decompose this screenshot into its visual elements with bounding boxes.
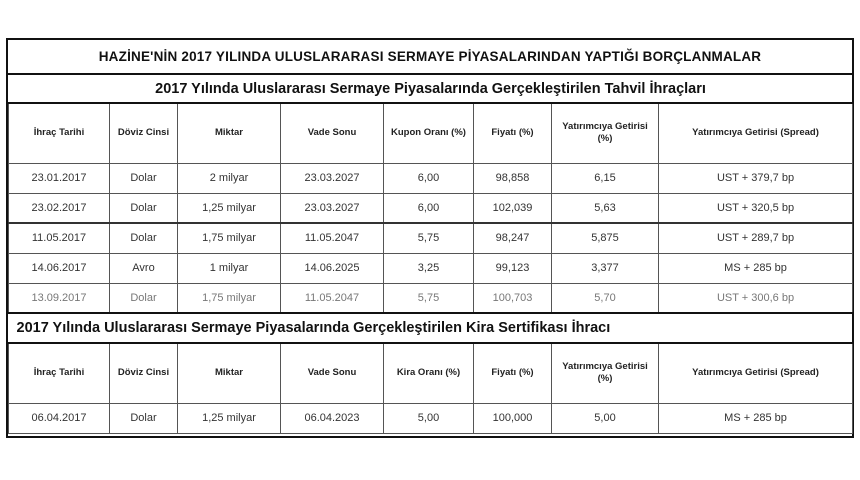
cell: 11.05.2047 (281, 283, 384, 313)
header-currency: Döviz Cinsi (110, 103, 178, 163)
cell: 5,63 (552, 193, 659, 223)
cell: 1 milyar (178, 253, 281, 283)
cell: 23.01.2017 (9, 163, 110, 193)
header-coupon-rate: Kupon Oranı (%) (384, 103, 474, 163)
cell: 100,703 (474, 283, 552, 313)
header-lease-rate: Kira Oranı (%) (384, 343, 474, 403)
cell: 100,000 (474, 403, 552, 433)
header-price: Fiyatı (%) (474, 343, 552, 403)
cell: 06.04.2017 (9, 403, 110, 433)
cell: 13.09.2017 (9, 283, 110, 313)
cell: Dolar (110, 193, 178, 223)
cell: 6,00 (384, 193, 474, 223)
lease-section-title: 2017 Yılında Uluslararası Sermaye Piyasalarında Gerçekleştirilen Kira Sertifikası İhracı (9, 313, 853, 343)
cell: 98,247 (474, 223, 552, 253)
cell: 5,75 (384, 283, 474, 313)
table-row (9, 253, 853, 283)
cell: Dolar (110, 403, 178, 433)
table-row (9, 403, 853, 433)
cell: 14.06.2017 (9, 253, 110, 283)
cell: 06.04.2023 (281, 403, 384, 433)
header-yield: Yatırımcıya Getirisi (%) (552, 343, 659, 403)
bond-section-title: 2017 Yılında Uluslararası Sermaye Piyasalarında Gerçekleştirilen Tahvil İhraçları (9, 75, 853, 103)
cell: Dolar (110, 163, 178, 193)
cell: MS + 285 bp (659, 253, 853, 283)
cell: UST + 300,6 bp (659, 283, 853, 313)
cell: 5,00 (552, 403, 659, 433)
cell: 23.03.2027 (281, 163, 384, 193)
header-amount: Miktar (178, 343, 281, 403)
cell: Dolar (110, 223, 178, 253)
cell: 1,75 milyar (178, 283, 281, 313)
header-maturity: Vade Sonu (281, 343, 384, 403)
cell: 1,25 milyar (178, 193, 281, 223)
borrowing-document (6, 38, 854, 438)
cell: 99,123 (474, 253, 552, 283)
cell: 3,25 (384, 253, 474, 283)
main-title: HAZİNE'NİN 2017 YILINDA ULUSLARARASI SERMAYE PİYASALARINDAN YAPTIĞI BORÇLANMALAR (8, 40, 852, 75)
cell: 5,00 (384, 403, 474, 433)
table-row (9, 223, 853, 253)
bond-header-row (9, 103, 853, 163)
cell: 6,15 (552, 163, 659, 193)
cell: 5,75 (384, 223, 474, 253)
header-price: Fiyatı (%) (474, 103, 552, 163)
cell: 102,039 (474, 193, 552, 223)
cell: Dolar (110, 283, 178, 313)
cell: 5,875 (552, 223, 659, 253)
bond-section-title-row (9, 75, 853, 103)
header-amount: Miktar (178, 103, 281, 163)
cell: 11.05.2047 (281, 223, 384, 253)
cell: 5,70 (552, 283, 659, 313)
cell: 1,75 milyar (178, 223, 281, 253)
lease-header-row (9, 343, 853, 403)
cell: 11.05.2017 (9, 223, 110, 253)
header-currency: Döviz Cinsi (110, 343, 178, 403)
cell: 1,25 milyar (178, 403, 281, 433)
cell: 23.03.2027 (281, 193, 384, 223)
cell: 2 milyar (178, 163, 281, 193)
cell: 98,858 (474, 163, 552, 193)
header-maturity: Vade Sonu (281, 103, 384, 163)
cell: 6,00 (384, 163, 474, 193)
header-spread: Yatırımcıya Getirisi (Spread) (659, 103, 853, 163)
borrowing-table (8, 75, 853, 434)
table-row (9, 163, 853, 193)
header-yield: Yatırımcıya Getirisi (%) (552, 103, 659, 163)
header-issue-date: İhraç Tarihi (9, 103, 110, 163)
cell: 23.02.2017 (9, 193, 110, 223)
cell: 3,377 (552, 253, 659, 283)
cell: MS + 285 bp (659, 403, 853, 433)
cell: 14.06.2025 (281, 253, 384, 283)
cell: UST + 320,5 bp (659, 193, 853, 223)
cell: UST + 379,7 bp (659, 163, 853, 193)
table-row (9, 193, 853, 223)
header-spread: Yatırımcıya Getirisi (Spread) (659, 343, 853, 403)
lease-section-title-row (9, 313, 853, 343)
header-issue-date: İhraç Tarihi (9, 343, 110, 403)
table-row (9, 283, 853, 313)
cell: Avro (110, 253, 178, 283)
cell: UST + 289,7 bp (659, 223, 853, 253)
